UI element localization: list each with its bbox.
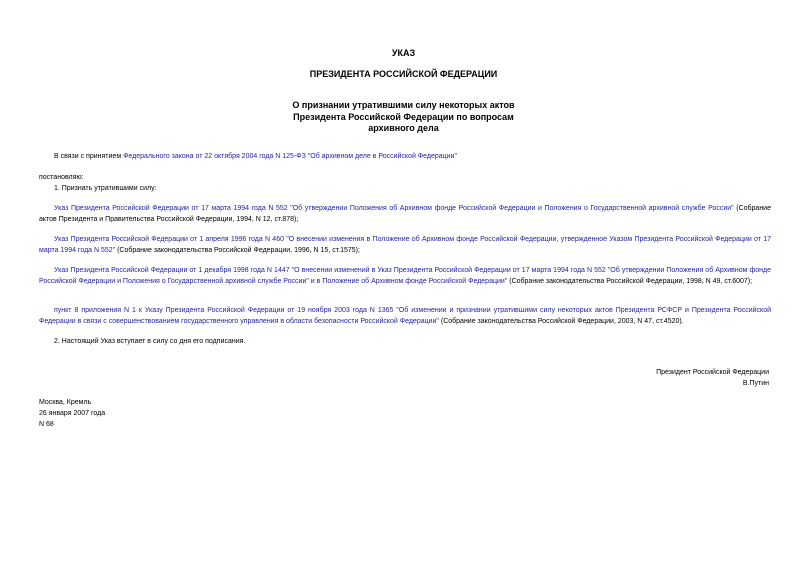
act-link[interactable]: пункт 8 приложения N 1 к Указу Президента Российской Федерации от 19 ноября 2003 года N 1365 "Об изменении и признании утратившими силу некоторых актов Президента РСФСР и Президента Российской Федерации в связи с совершенствованием государственного управления в области безопасности Российской Федерации" [39, 307, 771, 325]
act-source: (Собрание законодательства Российской Федерации, 1998, N 49, ст.6007); [507, 277, 753, 285]
signature-name: В.Путин [742, 380, 769, 387]
act-paragraph [39, 266, 771, 287]
federal-law-link[interactable]: Федерального закона от 22 октября 2004 года N 125-ФЗ "Об архивном деле в Российской Федерации" [123, 153, 457, 160]
act-link[interactable]: Указ Президента Российской Федерации от 1 апреля 1996 года N 460 "О внесении изменения в Положение об Архивном фонде Российской Федерации, утвержденное Указом Президента Российской Федерации от 17 марта 1994 года N 552" [39, 236, 771, 254]
act-link[interactable]: Указ Президента Российской Федерации от 1 декабря 1998 года N 1447 "О внесении изменений в Указ Президента Российской Федерации от 17 марта 1994 года N 552 "Об утверждении Положения об Архивном фонде Российской Федерации и Положения о Государственной архивной службе России" и в Положение об Архивном фонде Российской Федерации" [39, 267, 771, 285]
item-2: 2. Настоящий Указ вступает в силу со дня его подписания. [54, 338, 246, 345]
subject-line: О признании утратившими силу некоторых актов [292, 100, 515, 110]
intro-prefix: В связи с принятием [54, 153, 124, 160]
act-source: (Собрание законодательства Российской Федерации, 2003, N 47, ст.4520). [438, 317, 684, 325]
decree-number: N 68 [39, 421, 54, 428]
document-title: УКАЗ [391, 48, 416, 58]
subject-line: Президента Российской Федерации по вопросам [293, 111, 514, 122]
decree-word: постановляю: [39, 174, 84, 181]
subject-line: архивного дела [368, 123, 439, 133]
intro-paragraph [39, 152, 771, 163]
signing-date: 26 января 2007 года [39, 410, 106, 417]
act-paragraph [39, 204, 771, 225]
act-link[interactable]: Указ Президента Российской Федерации от 17 марта 1994 года N 552 "Об утверждении Положения об Архивном фонде Российской Федерации и Положения о Государственной архивной службе России" [54, 205, 734, 212]
document-subject [0, 100, 807, 135]
act-paragraph [39, 306, 771, 327]
act-paragraph [39, 235, 771, 256]
signature-position: Президент Российской Федерации [656, 369, 769, 376]
document-issuer: ПРЕЗИДЕНТА РОССИЙСКОЙ ФЕДЕРАЦИИ [309, 69, 498, 79]
act-source: (Собрание актов Президента и Правительства Российской Федерации, 1994, N 12, ст.878); [39, 205, 771, 223]
item-1: 1. Признать утратившими силу: [54, 185, 157, 192]
signing-place: Москва, Кремль [39, 399, 92, 406]
act-source: (Собрание законодательства Российской Федерации, 1996, N 15, ст.1575); [115, 246, 360, 254]
